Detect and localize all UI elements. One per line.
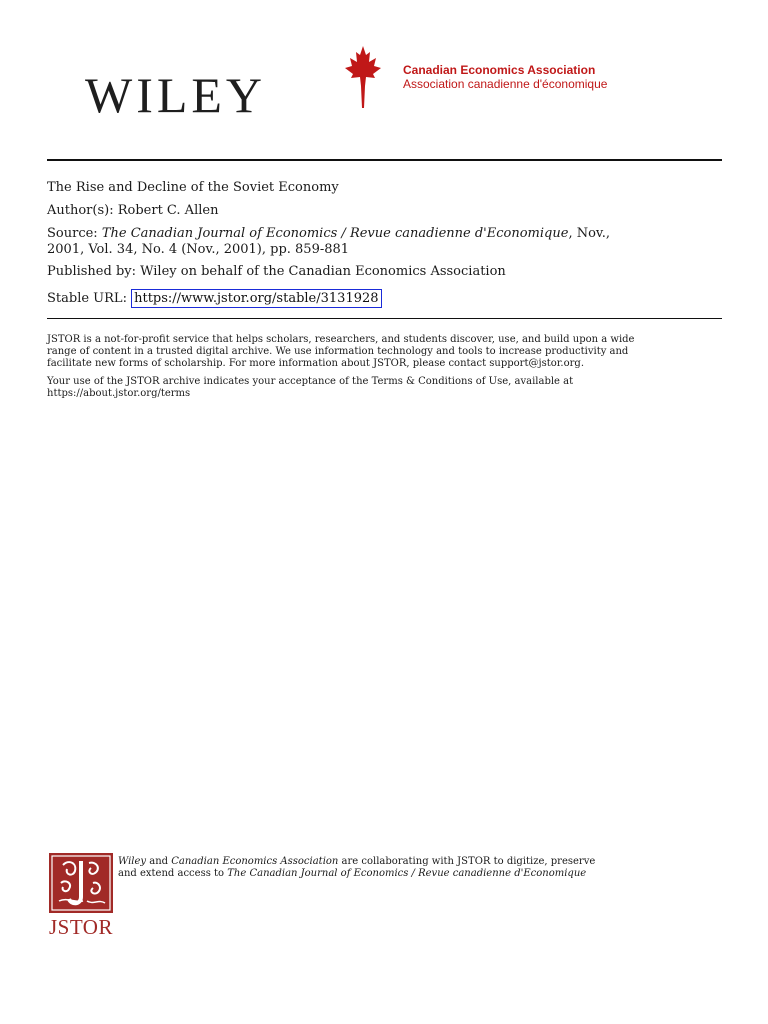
- article-title-text: The Rise and Decline of the Soviet Economy: [47, 180, 339, 195]
- collab-journal: The Canadian Journal of Economics / Revue canadienne d'Economique: [227, 868, 587, 879]
- jstor-emblem-icon: [49, 853, 113, 913]
- collab-and: and: [146, 856, 172, 867]
- jstor-logo: [49, 853, 113, 940]
- source-line: [47, 226, 727, 242]
- collab-rest: are collaborating with JSTOR to digitize, preserve: [338, 856, 596, 867]
- top-divider: [47, 159, 722, 161]
- collab-line1: [118, 856, 718, 868]
- jstor-notice-line1: JSTOR is a not-for-profit service that helps scholars, researchers, and students discover, use, and build upon a wide: [47, 334, 635, 345]
- maple-leaf-icon: [345, 46, 381, 108]
- jstor-notice-line3: facilitate new forms of scholarship. For more information about JSTOR, please contact support@jstor.org.: [47, 358, 584, 369]
- publisher-line: [47, 264, 727, 280]
- article-title: [47, 180, 727, 196]
- publisher-value: Wiley on behalf of the Canadian Economics Association: [140, 264, 506, 279]
- collab-wiley: Wiley: [118, 856, 147, 867]
- source-label: Source:: [47, 226, 98, 241]
- authors-value: Robert C. Allen: [117, 203, 219, 218]
- collaboration-notice: [118, 856, 718, 880]
- collab-prefix: and extend access to: [118, 868, 228, 879]
- authors-label: Author(s):: [47, 203, 114, 218]
- wiley-logo: WILEY: [85, 67, 267, 123]
- stable-url-label: Stable URL:: [47, 291, 127, 306]
- authors-line: [47, 203, 727, 219]
- jstor-wordmark: JSTOR: [49, 915, 113, 939]
- terms-link[interactable]: https://about.jstor.org/terms: [47, 388, 191, 399]
- published-label: Published by:: [47, 264, 136, 279]
- stable-url-link[interactable]: https://www.jstor.org/stable/3131928: [131, 289, 381, 308]
- cea-name-en: Canadian Economics Association: [403, 63, 596, 77]
- cea-name-fr: Association canadienne d'économique: [403, 77, 608, 91]
- collab-cea: Canadian Economics Association: [171, 856, 339, 867]
- source-date-prefix: , Nov.,: [568, 226, 610, 241]
- terms-line1: Your use of the JSTOR archive indicates your acceptance of the Terms & Conditions of Use, available at: [47, 376, 574, 387]
- jstor-notice-line2: range of content in a trusted digital archive. We use information technology and tools to increase productivity and: [47, 346, 629, 357]
- collab-line2: [118, 868, 718, 880]
- mid-divider: [47, 318, 722, 319]
- source-details-text: 2001, Vol. 34, No. 4 (Nov., 2001), pp. 859-881: [47, 242, 350, 257]
- stable-url-line: [47, 291, 727, 307]
- source-details: [47, 242, 727, 258]
- source-journal: The Canadian Journal of Economics / Revue canadienne d'Economique: [101, 226, 569, 241]
